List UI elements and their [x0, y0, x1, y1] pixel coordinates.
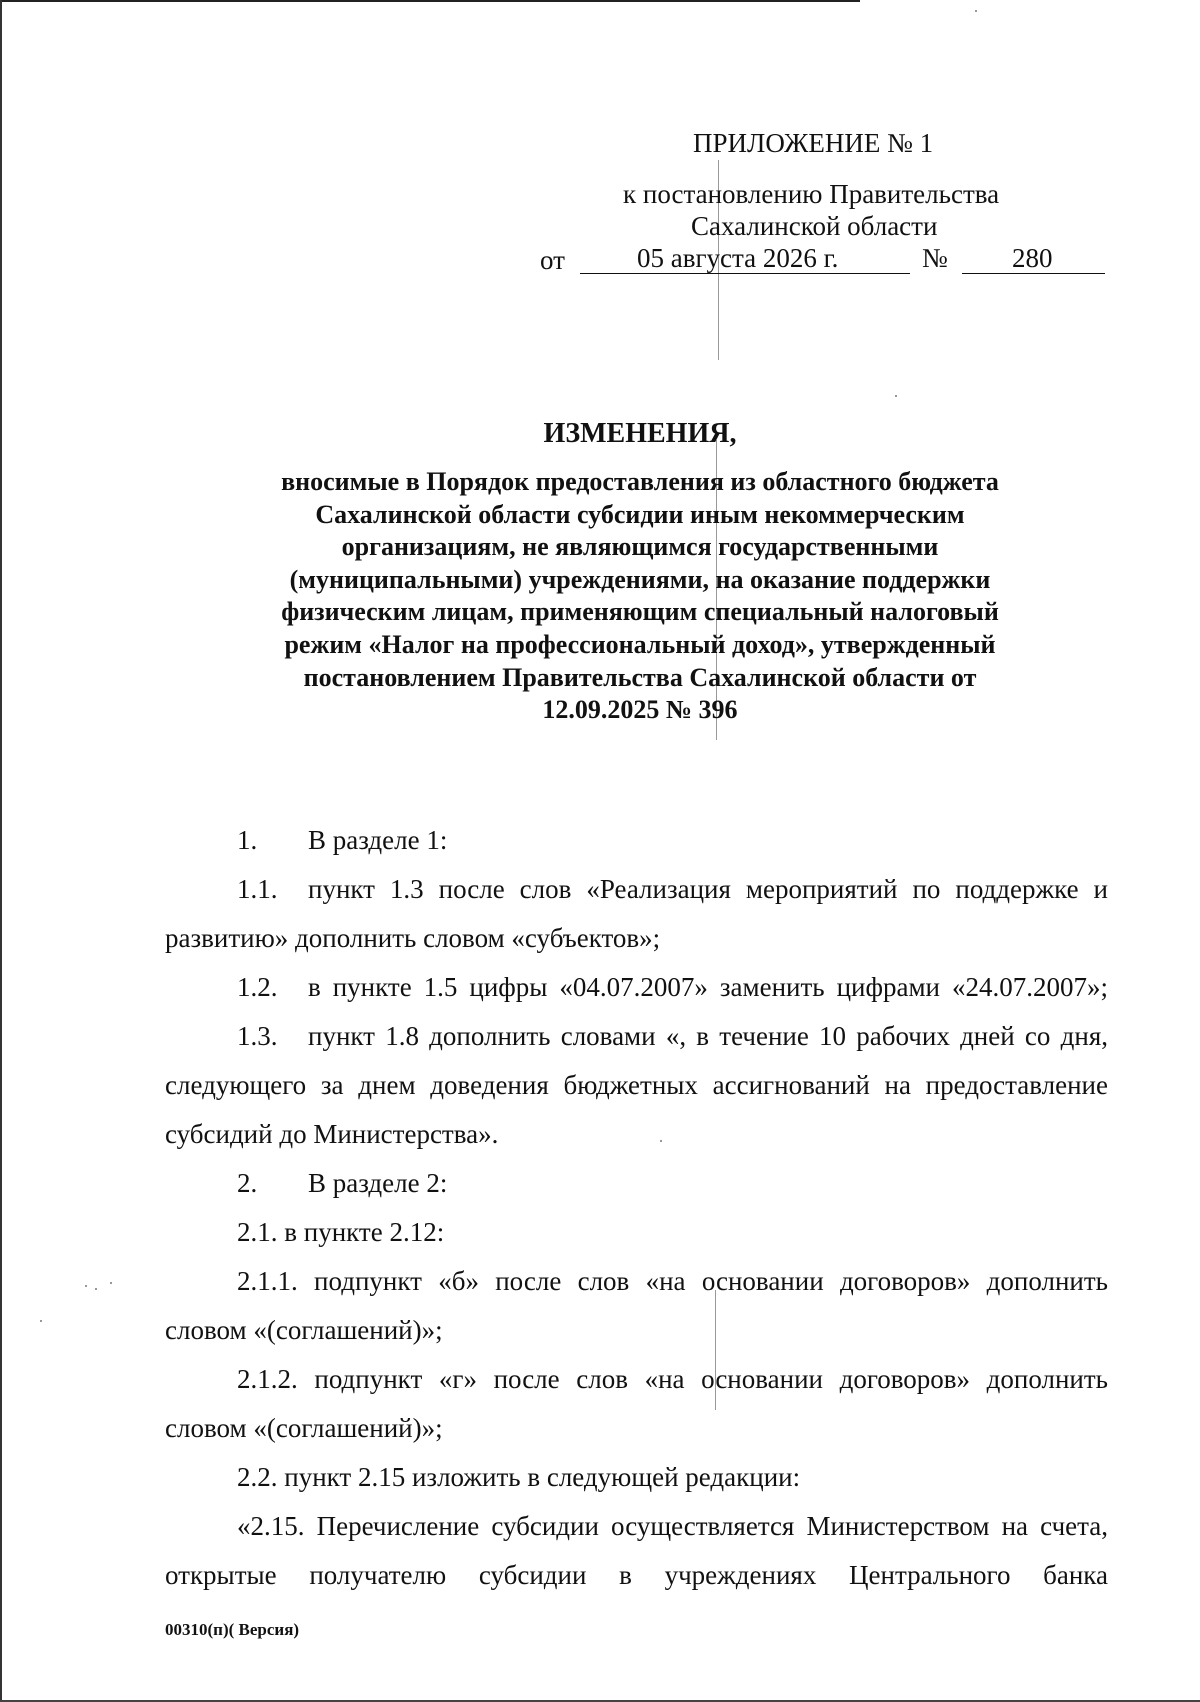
- scan-edge-top: [0, 0, 860, 2]
- section-2-heading: В разделе 2:: [308, 1168, 448, 1198]
- item-1-3-line-2: следующего за днем доведения бюджетных ассигнований на предоставление: [165, 1070, 1108, 1100]
- item-1-1-line-1: пункт 1.3 после слов «Реализация мероприятий по поддержке и: [308, 874, 1108, 904]
- item-1-3-line-3: субсидий до Министерства».: [165, 1119, 499, 1149]
- item-1-3-line-1: пункт 1.8 дополнить словами «, в течение 10 рабочих дней со дня,: [308, 1021, 1108, 1051]
- scan-speck: [660, 1140, 662, 1142]
- section-2-number: 2.: [237, 1168, 258, 1198]
- number-sign: №: [922, 243, 948, 273]
- scan-speck: [95, 1288, 97, 1290]
- item-2-1-2-line-1: 2.1.2. подпункт «г» после слов «на основании договоров» дополнить: [237, 1364, 1108, 1394]
- item-1-1-line-2: развитию» дополнить словом «субъектов»;: [165, 923, 661, 953]
- scan-speck: [40, 1320, 42, 1322]
- resolution-date: 05 августа 2026 г.: [637, 243, 839, 273]
- document-code: 00310(п)( Версия): [165, 1620, 300, 1639]
- document-subtitle: вносимые в Порядок предоставления из областного бюджета Сахалинской области субсидии иным некоммерческим организациям, не являющимся государственными (муниципальными) учреждениями, на оказание поддержки физическим лицам, применяющим специальный налоговый режим «Налог на профессиональный доход», утвержденный постановлением Правительства Сахалинской области от 12.09.2025 № 396: [281, 467, 999, 725]
- item-2-1: 2.1. в пункте 2.12:: [237, 1217, 445, 1247]
- section-1-number: 1.: [237, 825, 258, 855]
- item-1-3-number: 1.3.: [237, 1021, 278, 1051]
- appendix-line-2: Сахалинской области: [691, 211, 938, 241]
- date-underline: [580, 273, 910, 274]
- document-title: ИЗМЕНЕНИЯ,: [543, 418, 737, 449]
- item-2-15-line-2: открытые получателю субсидии в учреждениях Центрального банка: [165, 1560, 1108, 1590]
- item-1-2-number: 1.2.: [237, 972, 278, 1002]
- section-1-heading: В разделе 1:: [308, 825, 448, 855]
- item-2-1-2-line-2: словом «(соглашений)»;: [165, 1413, 443, 1443]
- item-2-1-1-line-1: 2.1.1. подпункт «б» после слов «на основании договоров» дополнить: [237, 1266, 1108, 1296]
- item-1-1-number: 1.1.: [237, 874, 278, 904]
- resolution-number: 280: [1012, 243, 1053, 273]
- item-2-1-1-line-2: словом «(соглашений)»;: [165, 1315, 443, 1345]
- item-2-2: 2.2. пункт 2.15 изложить в следующей редакции:: [237, 1462, 801, 1492]
- scan-speck: [110, 1282, 112, 1284]
- scan-speck: [975, 10, 977, 12]
- appendix-title: ПРИЛОЖЕНИЕ № 1: [693, 128, 934, 158]
- scan-speck: [85, 1285, 87, 1287]
- appendix-line-1: к постановлению Правительства: [623, 179, 1000, 209]
- date-from-label: от: [540, 245, 565, 275]
- item-2-15-line-1: «2.15. Перечисление субсидии осуществляется Министерством на счета,: [237, 1511, 1108, 1541]
- scan-edge-left: [0, 0, 2, 1702]
- scan-speck: [895, 395, 897, 397]
- number-underline: [962, 273, 1105, 274]
- item-1-2-text: в пункте 1.5 цифры «04.07.2007» заменить цифрами «24.07.2007»;: [308, 972, 1108, 1002]
